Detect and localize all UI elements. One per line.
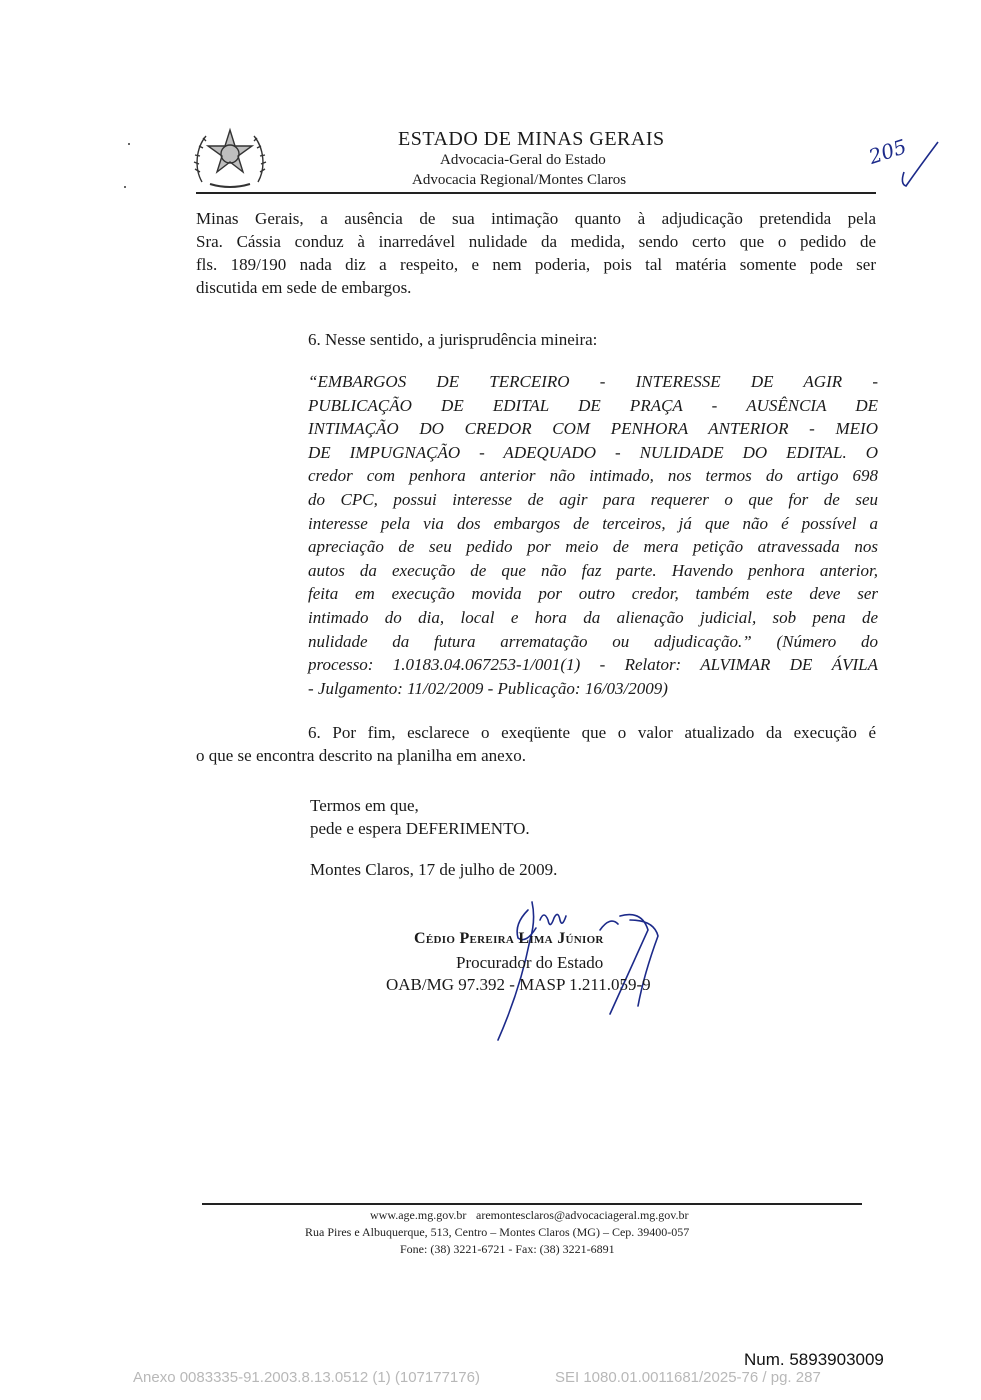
quote-line: PUBLICAÇÃO DE EDITAL DE PRAÇA - AUSÊNCIA DE	[308, 395, 878, 415]
footer-divider	[202, 1203, 862, 1205]
margin-note-number: 205	[865, 134, 910, 169]
scan-speck	[128, 143, 130, 145]
closing-line: Termos em que,	[310, 796, 419, 815]
paragraph-jurisprudence: 6. Nesse sentido, a jurisprudência mineira:	[308, 330, 598, 349]
quote-line: credor com penhora anterior não intimado, nos termos do artigo 698	[308, 466, 878, 486]
paragraph-line: discutida em sede de embargos.	[196, 278, 412, 297]
quote-line: do CPC, possui interesse de agir para requerer o que for de seu	[308, 489, 878, 509]
paragraph-line: o que se encontra descrito na planilha em anexo.	[196, 746, 526, 765]
paragraph-line: fls. 189/190 nada diz a respeito, e nem poderia, pois tal matéria somente pode ser	[196, 255, 876, 274]
sei-page-stamp: SEI 1080.01.0011681/2025-76 / pg. 287	[555, 1369, 821, 1386]
coat-of-arms-icon	[192, 124, 268, 192]
quote-line: intimado do dia, local e hora da alienação judicial, sob pena de	[308, 607, 878, 627]
quote-line: interesse pela via dos embargos de terceiros, já que não é possível a	[308, 513, 878, 533]
quote-line: feita em execução movida por outro credor, também este deve ser	[308, 584, 878, 604]
quote-line: - Julgamento: 11/02/2009 - Publicação: 16/03/2009)	[308, 678, 668, 698]
header-subtitle-agency: Advocacia-Geral do Estado	[440, 152, 606, 168]
paragraph-line: 6. Por fim, esclarece o exeqüente que o valor atualizado da execução é	[308, 723, 876, 742]
paragraph-line: Sra. Cássia conduz à inarredável nulidade da medida, sendo certo que o pedido de	[196, 232, 876, 251]
header-subtitle-regional: Advocacia Regional/Montes Claros	[412, 172, 627, 188]
paragraph-line: Minas Gerais, a ausência de sua intimação quanto à adjudicação pretendida pela	[196, 209, 876, 228]
annex-stamp: Anexo 0083335-91.2003.8.13.0512 (1) (107177176)	[133, 1369, 480, 1386]
quote-line: “EMBARGOS DE TERCEIRO - INTERESSE DE AGIR -	[308, 372, 878, 391]
footer-address: Rua Pires e Albuquerque, 513, Centro – Montes Claros (MG) – Cep. 39400-057	[305, 1225, 690, 1239]
signatory-name: Cédio Pereira Lima Júnior	[414, 930, 604, 947]
quote-line: INTIMAÇÃO DO CREDOR COM PENHORA ANTERIOR - MEIO	[308, 419, 878, 439]
quote-line: nulidade da futura arrematação ou adjudicação.” (Número do	[308, 631, 878, 651]
document-date: Montes Claros, 17 de julho de 2009.	[310, 860, 558, 879]
closing-line: pede e espera DEFERIMENTO.	[310, 819, 530, 838]
footer-phones: Fone: (38) 3221-6721 - Fax: (38) 3221-6891	[400, 1242, 615, 1256]
scan-speck	[124, 186, 126, 188]
document-number-stamp: Num. 5893903009	[744, 1350, 884, 1369]
footer-email: aremontesclaros@advocaciageral.mg.gov.br	[476, 1208, 689, 1222]
paragraph-intro	[196, 207, 876, 299]
signatory-registration: OAB/MG 97.392 - MASP 1.211.059-9	[386, 975, 651, 994]
closing-formula	[310, 794, 530, 840]
quote-line: autos da execução de que não faz parte. Havendo penhora anterior,	[308, 560, 878, 580]
paragraph-valor	[196, 721, 876, 767]
footer-website: www.age.mg.gov.br	[370, 1208, 467, 1222]
header-divider	[196, 192, 876, 194]
signatory-role: Procurador do Estado	[456, 953, 604, 972]
margin-note	[860, 126, 950, 196]
quote-line: processo: 1.0183.04.067253-1/001(1) - Relator: ALVIMAR DE ÁVILA	[308, 655, 878, 675]
jurisprudence-quote	[308, 370, 878, 700]
header-title: ESTADO DE MINAS GERAIS	[398, 128, 665, 150]
quote-line: DE IMPUGNAÇÃO - ADEQUADO - NULIDADE DO EDITAL. O	[308, 442, 878, 462]
quote-line: apreciação de seu pedido por meio de mera petição atravessada nos	[308, 537, 878, 557]
